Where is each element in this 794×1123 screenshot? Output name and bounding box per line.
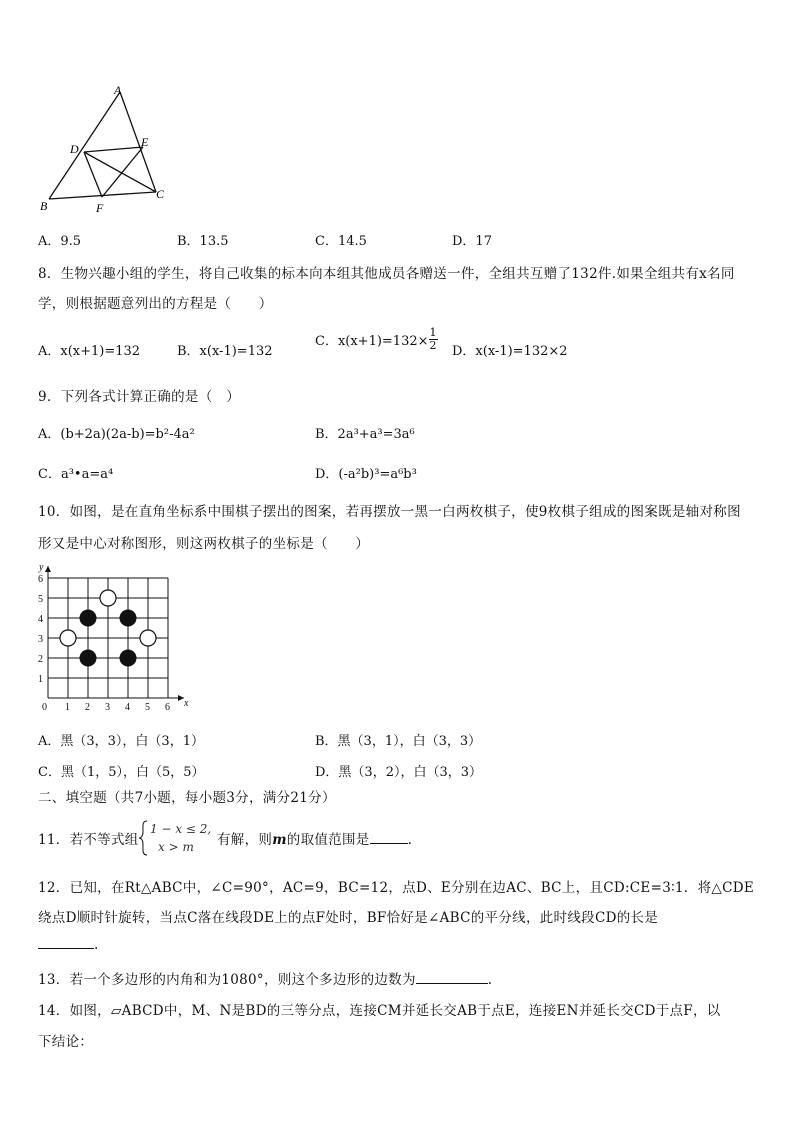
y-tick-label: 4 <box>38 614 43 625</box>
label-d: D <box>70 142 79 156</box>
q9-option-d[interactable]: D．(-a²b)³=a⁶b³ <box>315 467 417 482</box>
q11-suffix <box>217 828 412 848</box>
white-stone <box>140 630 156 646</box>
go-board-grid <box>32 560 192 715</box>
q7-option-a[interactable]: A．9.5 <box>38 234 82 249</box>
q9-option-b[interactable]: B．2a³+a³=3a⁶ <box>315 427 415 442</box>
q12-answer-blank[interactable] <box>38 936 94 949</box>
q7-option-b[interactable]: B．13.5 <box>177 234 229 249</box>
q11-end: . <box>407 832 413 848</box>
x-tick-label: 3 <box>105 702 110 713</box>
q8-option-a[interactable]: A．x(x+1)=132 <box>38 344 141 359</box>
q9-option-c[interactable]: C．a³•a=a⁴ <box>38 467 114 482</box>
label-e: E <box>141 135 149 149</box>
y-axis-arrow <box>45 566 51 572</box>
q11-inequality-top: 1 − 𝑥 ≤ 2, <box>150 822 212 836</box>
label-b: B <box>40 199 48 213</box>
q9-stem: 9．下列各式计算正确的是（ ） <box>38 389 241 405</box>
q8-option-d[interactable]: D．x(x-1)=132×2 <box>452 344 568 359</box>
black-stone <box>80 650 96 666</box>
q13-answer-blank[interactable] <box>416 971 488 984</box>
q10-stem-line1: 10．如图，是在直角坐标系中围棋子摆出的图案，若再摆放一黑一白两枚棋子，使9枚棋子组成的图案既是轴对称图 <box>38 504 741 520</box>
origin-label: 0 <box>42 702 47 713</box>
fraction-numerator: 1 <box>429 326 437 339</box>
q7-option-c[interactable]: C．14.5 <box>315 234 367 249</box>
q10-option-c[interactable]: C．黑（1，5），白（5，5） <box>38 765 205 780</box>
y-axis-label: y <box>39 562 44 573</box>
y-tick-label: 2 <box>38 654 43 665</box>
white-stone <box>100 590 116 606</box>
q8-option-c-text: C．x(x+1)=132× <box>315 334 429 349</box>
black-stone <box>120 650 136 666</box>
system-brace <box>138 820 148 856</box>
q10-option-b[interactable]: B．黑（3，1），白（3，3） <box>315 734 482 749</box>
label-a: A <box>114 83 122 97</box>
x-tick-label: 6 <box>165 702 170 713</box>
q8-stem-line1: 8．生物兴趣小组的学生，将自己收集的标本向本组其他成员各赠送一件，全组共互赠了132件.如果全组共有x名同 <box>38 266 735 282</box>
q12-stem-line2: 绕点D顺时针旋转，当点C落在线段DE上的点F处时，BF恰好是∠ABC的平分线，此时线段CD的长是 <box>38 910 659 926</box>
q11-suffix-b: 的取值范围是 <box>286 832 370 848</box>
q8-option-b[interactable]: B．x(x-1)=132 <box>177 344 273 359</box>
q11-prefix: 11．若不等式组 <box>38 832 139 848</box>
y-tick-label: 6 <box>38 574 43 585</box>
q9-option-a[interactable]: A．(b+2a)(2a-b)=b²-4a² <box>38 427 195 442</box>
q13-stem <box>38 968 492 988</box>
q11-suffix-a: 有解，则 <box>217 832 273 848</box>
q13-end: . <box>487 972 493 988</box>
triangle-figure <box>36 80 176 220</box>
fraction-denominator: 2 <box>429 339 437 352</box>
q10-stem-line2: 形又是中心对称图形，则这两枚棋子的坐标是（ ） <box>38 536 370 552</box>
y-tick-label: 5 <box>38 594 43 605</box>
q13-text: 13．若一个多边形的内角和为1080°，则这个多边形的边数为 <box>38 972 416 988</box>
q14-stem-line2: 下结论： <box>38 1034 94 1050</box>
q12-end: . <box>94 937 99 953</box>
x-tick-label: 4 <box>125 702 130 713</box>
y-tick-label: 1 <box>38 674 43 685</box>
label-c: C <box>156 187 165 201</box>
q12-answer-row <box>38 936 99 953</box>
black-stone <box>120 610 136 626</box>
x-tick-label: 1 <box>65 702 70 713</box>
q10-option-a[interactable]: A．黑（3，3），白（3，1） <box>38 734 204 749</box>
q11-var-m: m <box>272 832 287 848</box>
label-f: F <box>96 201 104 215</box>
fraction <box>429 327 438 352</box>
x-axis-label: x <box>184 698 189 709</box>
q11-inequality-bottom: 𝑥 > 𝑚 <box>158 840 194 854</box>
section-heading: 二、填空题（共7小题，每小题3分，满分21分） <box>38 790 336 806</box>
q8-stem-line2: 学，则根据题意列出的方程是（ ） <box>38 296 273 312</box>
q14-stem-line1: 14．如图，▱ABCD中，M、N是BD的三等分点，连接CM并延长交AB于点E，连接EN并延长交CD于点F，以 <box>38 1003 721 1019</box>
white-stone <box>60 630 76 646</box>
y-tick-label: 3 <box>38 634 43 645</box>
x-tick-label: 5 <box>145 702 150 713</box>
q8-option-c[interactable] <box>315 327 438 352</box>
q12-stem-line1: 12．已知，在Rt△ABC中，∠C=90°，AC=9，BC=12，点D、E分别在边AC、BC上，且CD:CE=3∶1．将△CDE <box>38 880 754 896</box>
x-tick-label: 2 <box>85 702 90 713</box>
q10-option-d[interactable]: D．黑（3，2），白（3，3） <box>315 765 483 780</box>
q11-answer-blank[interactable] <box>370 831 408 844</box>
q7-option-d[interactable]: D．17 <box>452 234 492 249</box>
black-stone <box>80 610 96 626</box>
